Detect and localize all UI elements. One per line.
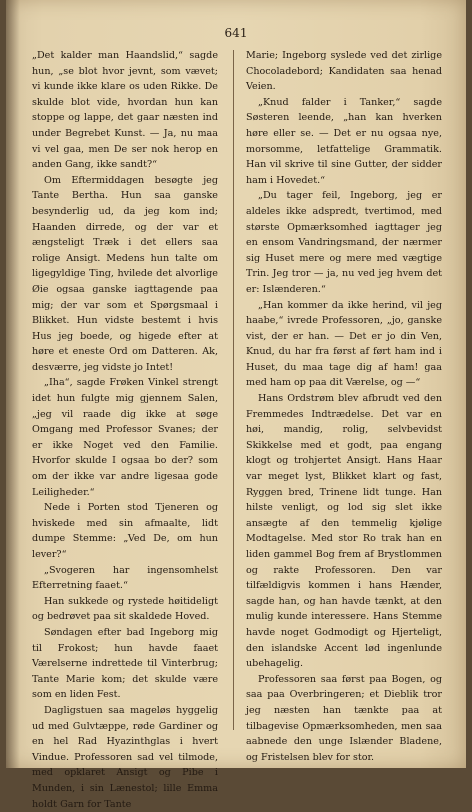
paragraph: „Du tager feil, Ingeborg, jeg er aldeles ikke adspredt, tvertimod, med største Opmærksomhed iagttager jeg en ensom Vandringsmand, der nærmer sig Huset mere og mere med vægtige Trin. Jeg tror — ja, nu ved jeg hvem det er: Islænderen.“: [246, 190, 442, 295]
paragraph: Nede i Porten stod Tjeneren og hviskede med sin afmaalte, lidt dumpe Stemme: „Ved De, om hun lever?“: [32, 502, 218, 560]
paragraph: Søndagen efter bad Ingeborg mig til Frokost; hun havde faaet Værelserne indrettede til Vinterbrug; Tante Marie kom; det skulde være som en liden Fest.: [32, 626, 218, 701]
paragraph: „Svogeren har ingensomhelst Efterretning faaet.“: [32, 564, 218, 592]
paragraph: Dagligstuen saa mageløs hyggelig ud med Gulvtæppe, røde Gardiner og en hel Rad Hyazinthglas i hvert Vindue. Professoren sad vel tilmode, med opklaret Ansigt og Pibe i Munden, i sin Lænestol; lille Emma holdt Garn for Tante: [32, 704, 218, 810]
page-number: 641: [224, 26, 248, 40]
page-spine-shadow: [6, 0, 20, 768]
paragraph: Om Eftermiddagen besøgte jeg Tante Bertha. Hun saa ganske besynderlig ud, da jeg kom ind; Haanden dirrede, og der var et ængsteligt Træk i det ellers saa rolige Ansigt. Medens hun talte om ligegyldige Ting, hvilede det alvorlige Øie ogsaa ganske iagttagende paa mig; der var som et Spørgsmaal i Blikket. Hun vidste bestemt i hvis Hus jeg boede, og higede efter at høre et eneste Ord om Datteren. Ak, desværre, jeg vidste jo Intet!: [32, 174, 218, 373]
paragraph: „Knud falder i Tanker,“ sagde Søsteren leende, „han kan hverken høre eller se. — Det er nu ogsaa nye, morsomme, letfattelige Grammatik. Han vil skrive til sine Gutter, der sidder ham i Hovedet.“: [246, 96, 442, 186]
column-divider: [233, 50, 234, 730]
paragraph: „Det kalder man Haandslid,“ sagde hun, „se blot hvor jevnt, som vævet; vi kunde ikke klare os uden Rikke. De skulde blot vide, hvordan hun kan stoppe og lappe, det gaar næsten ind under Begrebet Kunst. — Ja, nu maa vi vel gaa, men De ser nok herop en anden Gang, ikke sandt?“: [32, 50, 218, 171]
paragraph: „Iha“, sagde Frøken Vinkel strengt idet hun fulgte mig gjennem Salen, „jeg vil raade dig ikke at søge Omgang med Professor Svanes; der er ikke Noget ved den Familie. Hvorfor skulde I ogsaa bo der? som om der ikke var andre ligesaa gode Leiligheder.“: [32, 377, 218, 498]
paragraph: Han sukkede og rystede høitideligt og bedrøvet paa sit skaldede Hoved.: [32, 595, 218, 623]
paragraph: Hans Ordstrøm blev afbrudt ved den Fremmedes Indtrædelse. Det var en høi, mandig, rolig, selvbevidst Skikkelse med et godt, paa engang klogt og trohjertet Ansigt. Hans Haar var meget lyst, Blikket klart og fast, Ryggen bred, Trinene lidt tunge. Han hilste venligt, og lod sig slet ikke ansægte af den temmelig kjølige Modtagelse. Med stor Ro trak han en liden gammel Bog frem af Brystlommen og rakte Professoren. Den var tilfældigvis kommen i hans Hænder, sagde han, og han havde tænkt, at den mulig kunde interessere. Hans Stemme havde noget Godmodigt og Hjerteligt, den islandske Accent lød ingenlunde ubehagelig.: [246, 393, 442, 670]
paragraph: „Han kommer da ikke herind, vil jeg haabe,“ ivrede Professoren, „jo, ganske vist, der er han. — Det er jo din Ven, Knud, du har fra først af ført ham ind i Huset, du maa tage dig af ham! gaa med ham op paa dit Værelse, og —“: [246, 299, 442, 389]
paragraph: Marie; Ingeborg syslede ved det zirlige Chocoladebord; Kandidaten saa henad Veien.: [246, 50, 442, 93]
paragraph: Professoren saa først paa Bogen, og saa paa Overbringeren; et Dieblik tror jeg næsten han tænkte paa at tilbagevise Opmærksomheden, men saa aabnede den unge Islænder Bladene, og Fristelsen blev for stor.: [246, 673, 442, 763]
left-column: [32, 48, 218, 812]
right-column: [246, 48, 442, 765]
book-page: [6, 0, 466, 810]
